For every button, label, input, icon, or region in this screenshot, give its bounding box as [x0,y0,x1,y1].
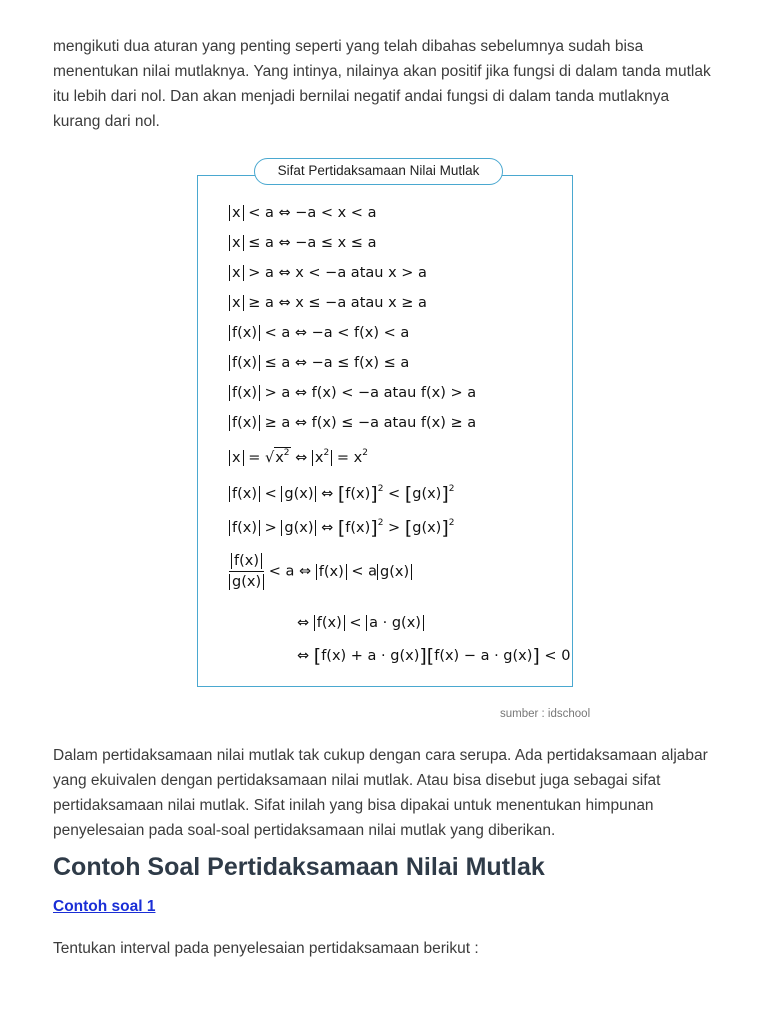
formula-figure [197,175,573,687]
formula-11: f(x) > g(x) ⇔ $[f(x)]^2 > [g(x)]^2$ [229,517,455,539]
example-link[interactable]: Contoh soal 1 [53,898,156,915]
formula-7: f(x) > a ⇔ f(x) < −a atau f(x) > a [229,385,476,401]
figure-caption: sumber : idschool [500,708,591,720]
formula-3: x > a ⇔ x < −a atau x > a [229,265,427,281]
body-paragraph: Dalam pertidaksamaan nilai mutlak tak cukup dengan cara serupa. Ada pertidaksamaan aljabar yang ekuivalen dengan pertidaksamaan nilai mutlak. Atau bisa disebut juga sebagai sifat pertidaksamaan nilai mutlak. Sifat inilah yang bisa dipakai untuk menentukan himpunan penyelesaian pada soal-soal pertidaksamaan nilai mutlak yang diberikan. [53,747,708,839]
formula-10: f(x) < g(x) ⇔ $[f(x)]^2 < [g(x)]^2$ [229,483,455,505]
formula-14: ⇔ [f(x) + a · g(x)][f(x) − a · g(x)] < 0 [297,645,571,667]
intro-paragraph: mengikuti dua aturan yang penting seperti yang telah dibahas sebelumnya sudah bisa menentukan nilai mutlaknya. Yang intinya, nilainya akan positif jika fungsi di dalam tanda mutlak itu lebih dari nol. Dan akan menjadi bernilai negatif andai fungsi di dalam tanda mutlaknya kurang dari nol. [53,38,711,130]
formula-13: ⇔ f(x) < a · g(x) [297,615,424,631]
formula-4: x ≥ a ⇔ x ≤ −a atau x ≥ a [229,295,427,311]
formula-5: f(x) < a ⇔ −a < f(x) < a [229,325,409,341]
question-paragraph: Tentukan interval pada penyelesaian pertidaksamaan berikut : [53,940,479,957]
formula-6: f(x) ≤ a ⇔ −a ≤ f(x) ≤ a [229,355,409,371]
formula-2: x ≤ a ⇔ −a ≤ x ≤ a [229,235,376,251]
formula-12: $\frac{f(x)}{g(x)}$ < a ⇔ f(x) < a g(x) [229,553,412,590]
formula-1: x < a ⇔ −a < x < a [229,205,376,221]
section-heading: Contoh Soal Pertidaksamaan Nilai Mutlak [53,853,545,881]
formula-8: f(x) ≥ a ⇔ f(x) ≤ −a atau f(x) ≥ a [229,415,476,431]
formula-9: $x = √x^2$ ⇔ $x^2 = x^2$ [229,447,368,466]
figure-title: Sifat Pertidaksamaan Nilai Mutlak [254,158,503,185]
